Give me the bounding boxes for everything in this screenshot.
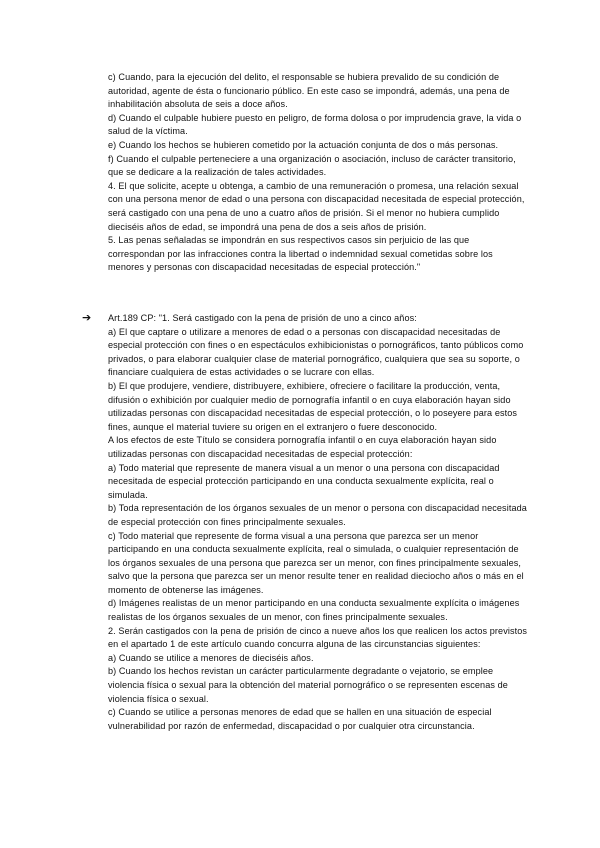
article-189-heading: Art.189 CP: "1. Será castigado con la pena de prisión de uno a cinco años: xyxy=(108,313,417,323)
paragraph-1a: a) El que captare o utilizare a menores de edad o a personas con discapacidad necesitadas de especial protección con fines o en espectáculos exhibicionistas o pornográficos, tanto públicos como privados, o para elaborar cualquier clase de material pornográfico, cualquiera que sea su soporte, o financiare cualquiera de estas actividades o se lucrare con ellas. xyxy=(108,326,524,378)
paragraph-3f: f) Cuando el culpable perteneciere a una organización o asociación, incluso de carácter transitorio, que se dedicare a la realización de tales actividades. xyxy=(108,153,516,178)
arrow-bullet-icon: ➔ xyxy=(82,312,92,324)
paragraph-3e: e) Cuando los hechos se hubieren cometido por la actuación conjunta de dos o más personas. xyxy=(108,139,499,150)
paragraph-5: 5. Las penas señaladas se impondrán en sus respectivos casos sin perjuicio de las que correspondan por las infracciones contra la libertad o indemnidad sexual cometidas sobre los menores y personas con discapacidad necesitadas de especial protección." xyxy=(108,235,493,273)
definition-c: c) Todo material que represente de forma visual a una persona que parezca ser un menor participando en una conducta sexualmente explícita, real o simulada, o cualquier representación de los órganos sexuales de una persona que parezca ser un menor, con fines principalmente sexuales, salvo que la persona que parezca ser un menor resulte tener en realidad dieciocho años o más en el momento de obtenerse las imágenes. xyxy=(108,530,524,595)
definition-intro: A los efectos de este Título se considera pornografía infantil o en cuya elaboración hayan sido utilizadas personas con discapacidad necesitadas de especial protección: xyxy=(108,435,497,459)
paragraph-2a: a) Cuando se utilice a menores de dieciséis años. xyxy=(108,652,314,663)
article-189-section xyxy=(108,312,528,733)
article-188-continuation xyxy=(108,71,528,275)
paragraph-2b: b) Cuando los hechos revistan un carácter particularmente degradante o vejatorio, se emplee violencia física o sexual para la obtención del material pornográfico o se representen escenas de violencia física o sexual. xyxy=(108,666,508,704)
definition-a: a) Todo material que represente de manera visual a un menor o una persona con discapacidad necesitada de especial protección participando en una conducta sexualmente explícita, real o simulada. xyxy=(108,462,500,500)
paragraph-4: 4. El que solicite, acepte u obtenga, a cambio de una remuneración o promesa, una relación sexual con una persona menor de edad o una persona con discapacidad necesitada de especial protección, será castigado con una pena de uno a cuatro años de prisión. Si el menor no hubiera cumplido dieciséis años de edad, se impondrá una pena de dos a seis años de prisión. xyxy=(108,180,525,232)
paragraph-2: 2. Serán castigados con la pena de prisión de cinco a nueve años los que realicen los actos previstos en el apartado 1 de este artículo cuando concurra alguna de las circunstancias siguientes: xyxy=(108,625,528,650)
paragraph-1b: b) El que produjere, vendiere, distribuyere, exhibiere, ofreciere o facilitare la producción, venta, difusión o exhibición por cualquier medio de pornografía infantil o en cuya elaboración hayan sido utilizadas personas con discapacidad necesitadas de especial protección, o lo poseyere para estos fines, aunque el material tuviere su origen en el extranjero o fuere desconocido. xyxy=(108,380,518,432)
paragraph-2c: c) Cuando se utilice a personas menores de edad que se hallen en una situación de especial vulnerabilidad por razón de enfermedad, discapacidad o por cualquier otra circunstancia. xyxy=(108,707,492,731)
paragraph-3c: c) Cuando, para la ejecución del delito, el responsable se hubiera prevalido de su condición de autoridad, agente de ésta o funcionario público. En este caso se impondrá, además, una pena de inhabilitación absoluta de seis a doce años. xyxy=(108,72,510,110)
definition-b: b) Toda representación de los órganos sexuales de un menor o persona con discapacidad necesitada de especial protección con fines principalmente sexuales. xyxy=(108,503,527,527)
paragraph-3d: d) Cuando el culpable hubiere puesto en peligro, de forma dolosa o por imprudencia grave, la vida o salud de la víctima. xyxy=(108,112,522,137)
definition-d: d) Imágenes realistas de un menor participando en una conducta sexualmente explícita o imágenes realistas de los órganos sexuales de un menor, con fines principalmente sexuales. xyxy=(108,598,520,623)
